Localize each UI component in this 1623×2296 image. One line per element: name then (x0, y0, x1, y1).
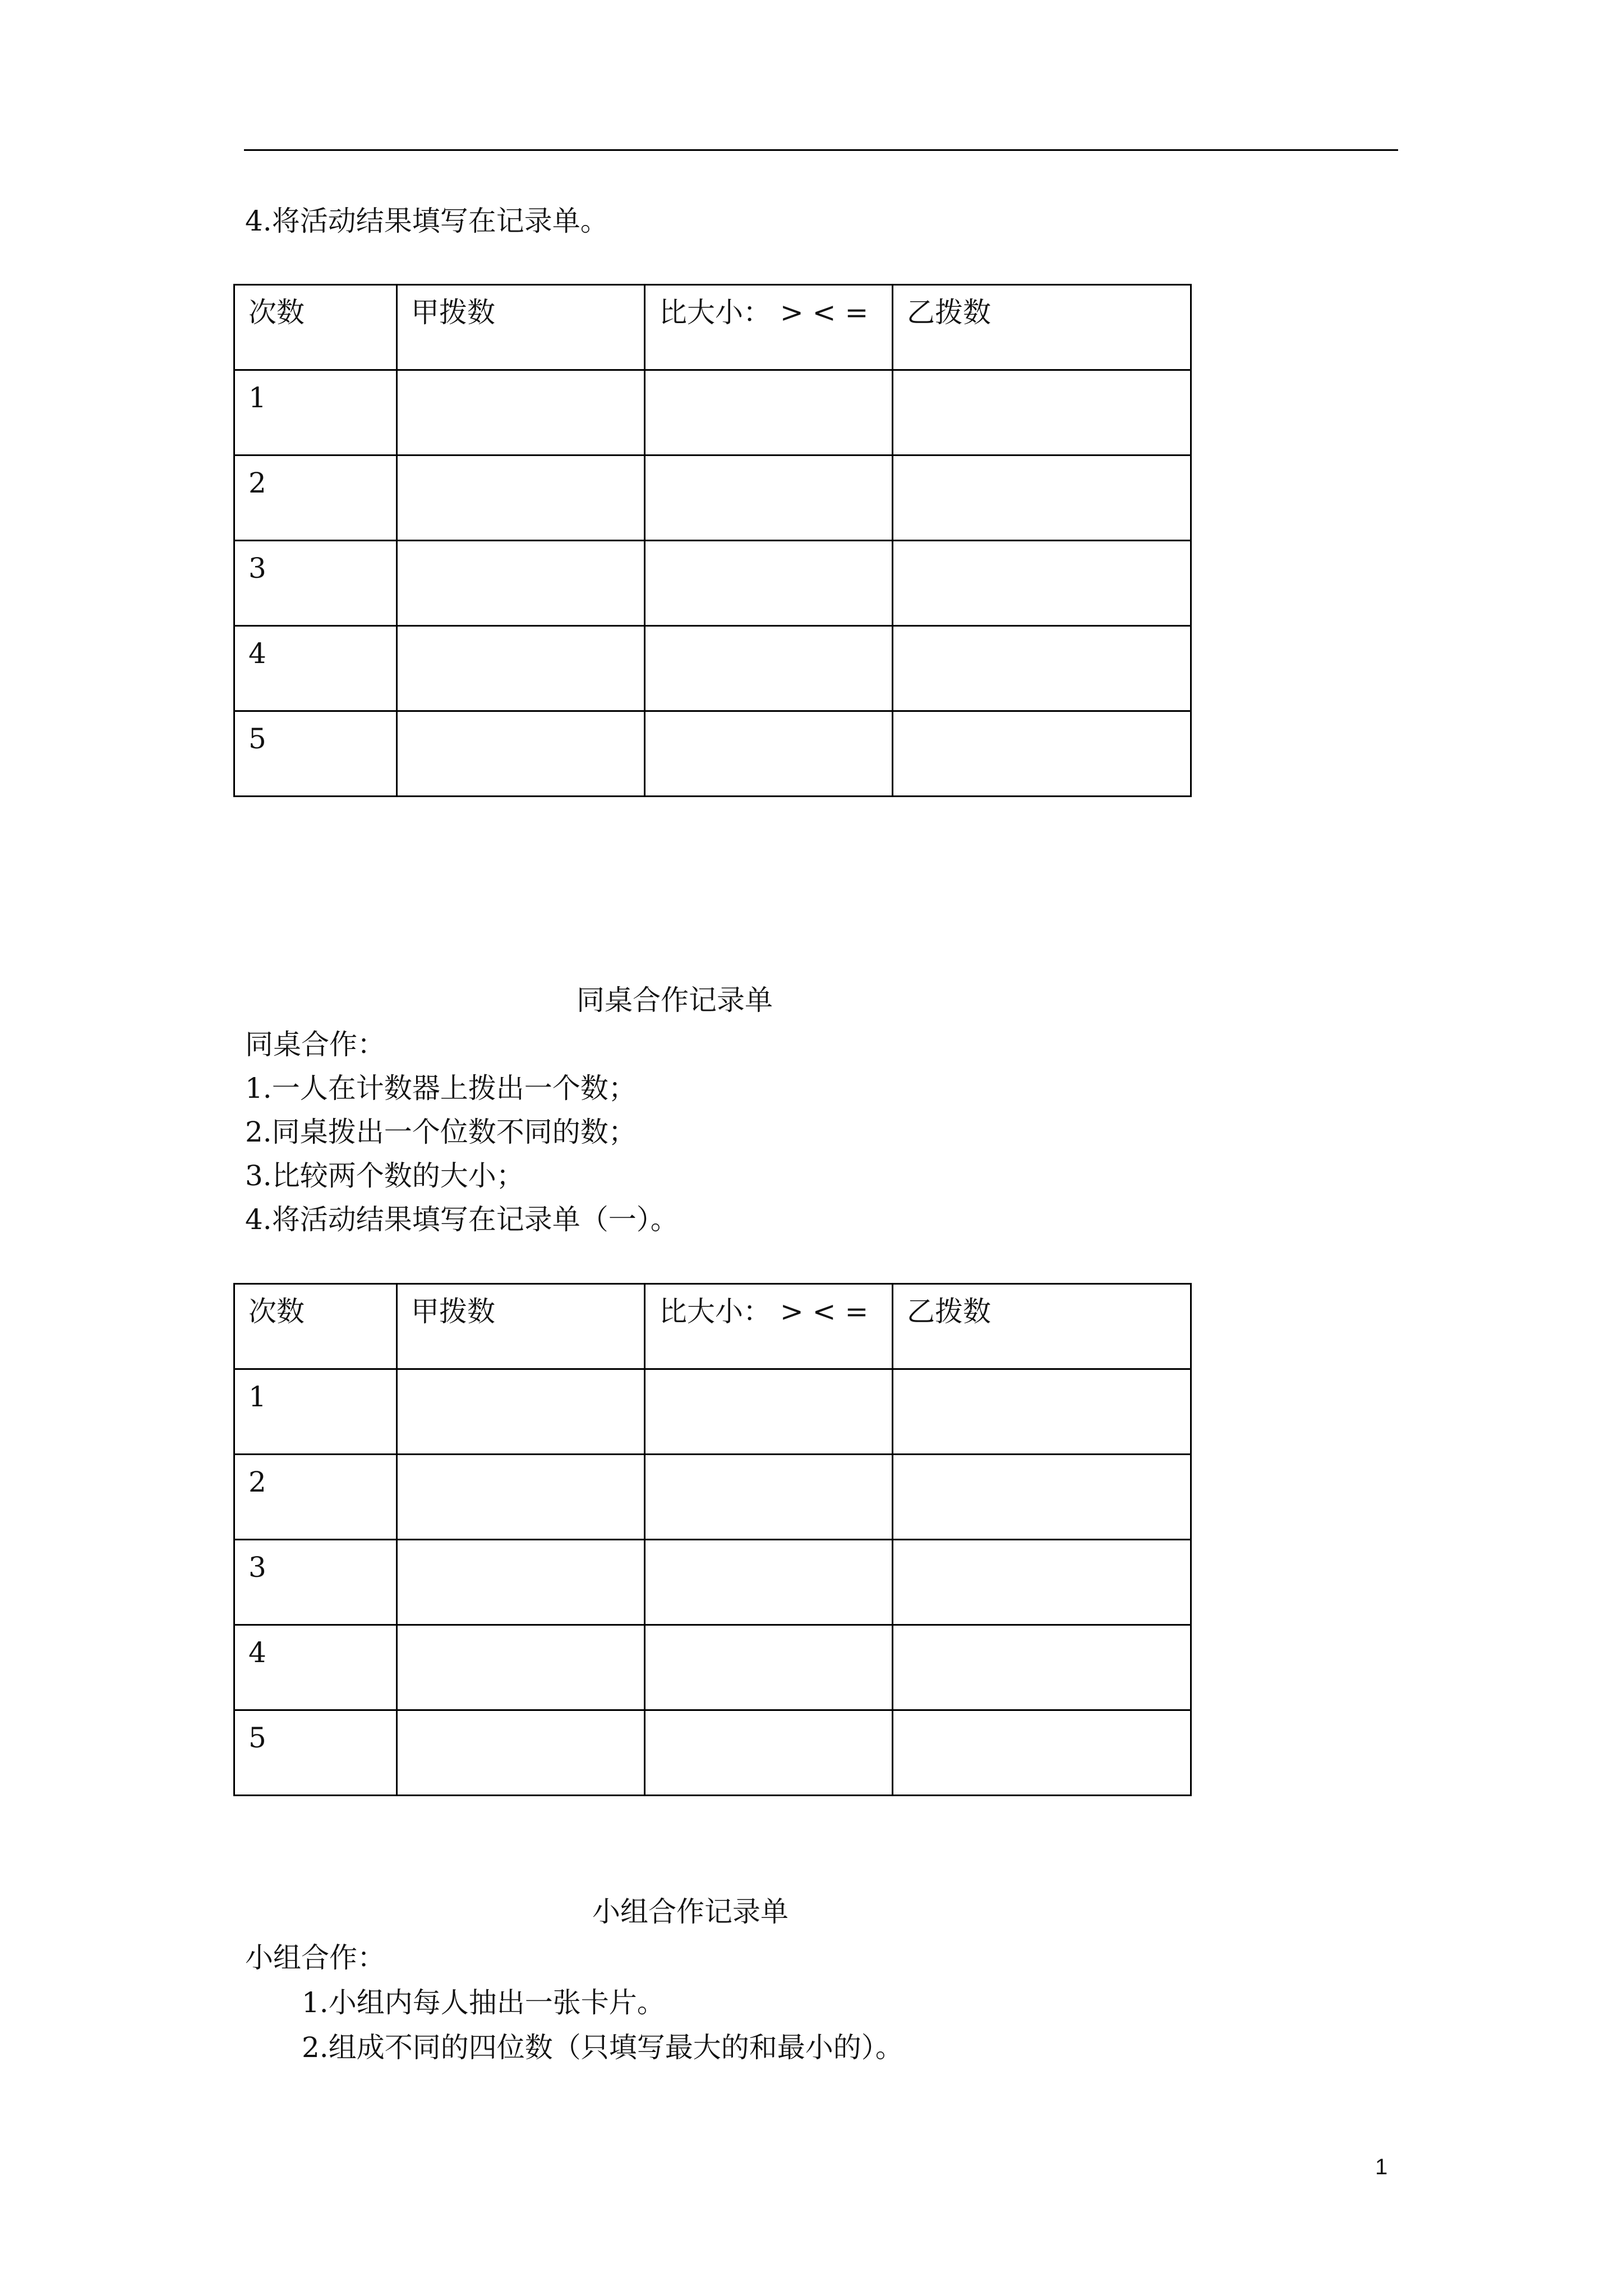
empty-cell (397, 1710, 645, 1796)
page-number: 1 (1375, 2155, 1388, 2179)
section2-intro: 同桌合作： (245, 1028, 385, 1061)
empty-cell (893, 1455, 1191, 1540)
section3-step-2: 2.组成不同的四位数（只填写最大的和最小的）。 (302, 2031, 903, 2064)
section2-step-2: 2.同桌拨出一个位数不同的数； (245, 1116, 637, 1148)
empty-cell (893, 1625, 1191, 1710)
empty-cell (893, 626, 1191, 711)
header-cell-a-number: 甲拨数 (397, 285, 645, 370)
empty-cell (645, 1540, 893, 1625)
empty-cell (645, 1455, 893, 1540)
header-cell-compare: 比大小： > < = (645, 1284, 893, 1369)
empty-cell (893, 370, 1191, 455)
empty-cell (645, 711, 893, 797)
empty-cell (893, 1710, 1191, 1796)
section2-title: 同桌合作记录单 (577, 984, 773, 1016)
section2-step-3: 3.比较两个数的大小； (245, 1159, 524, 1192)
section2-step-1: 1.一人在计数器上拨出一个数； (245, 1072, 637, 1105)
row-index-cell: 2 (234, 1455, 397, 1540)
table-row (234, 1710, 1191, 1796)
section3-title: 小组合作记录单 (592, 1895, 789, 1928)
row-index-cell: 1 (234, 1369, 397, 1455)
header-rule (244, 149, 1398, 151)
empty-cell (397, 1455, 645, 1540)
empty-cell (645, 626, 893, 711)
header-cell-count: 次数 (234, 1284, 397, 1369)
record-table-1 (233, 284, 1192, 797)
empty-cell (645, 370, 893, 455)
header-cell-b-number: 乙拨数 (893, 285, 1191, 370)
empty-cell (397, 455, 645, 541)
header-cell-a-number: 甲拨数 (397, 1284, 645, 1369)
table-row (234, 626, 1191, 711)
header-cell-count: 次数 (234, 285, 397, 370)
section3-intro: 小组合作： (245, 1941, 385, 1974)
table-row (234, 1455, 1191, 1540)
row-index-cell: 1 (234, 370, 397, 455)
table-row (234, 455, 1191, 541)
table-header-row (234, 285, 1191, 370)
empty-cell (645, 1710, 893, 1796)
empty-cell (397, 1540, 645, 1625)
record-table-2 (233, 1283, 1192, 1796)
empty-cell (397, 711, 645, 797)
empty-cell (397, 1625, 645, 1710)
table-row (234, 370, 1191, 455)
table-row (234, 711, 1191, 797)
row-index-cell: 3 (234, 541, 397, 626)
header-cell-b-number: 乙拨数 (893, 1284, 1191, 1369)
empty-cell (645, 455, 893, 541)
table-row (234, 1540, 1191, 1625)
empty-cell (893, 1369, 1191, 1455)
section3-step-1: 1.小组内每人抽出一张卡片。 (302, 1986, 665, 2019)
table-row (234, 541, 1191, 626)
table-row (234, 1369, 1191, 1455)
empty-cell (893, 455, 1191, 541)
section2-step-4: 4.将活动结果填写在记录单（一）。 (245, 1203, 679, 1236)
table-header-row (234, 1284, 1191, 1369)
empty-cell (645, 1369, 893, 1455)
empty-cell (893, 1540, 1191, 1625)
empty-cell (645, 1625, 893, 1710)
section1-instruction: 4.将活动结果填写在记录单。 (245, 205, 608, 237)
header-cell-compare: 比大小： > < = (645, 285, 893, 370)
row-index-cell: 5 (234, 711, 397, 797)
row-index-cell: 5 (234, 1710, 397, 1796)
row-index-cell: 2 (234, 455, 397, 541)
row-index-cell: 4 (234, 626, 397, 711)
empty-cell (893, 711, 1191, 797)
empty-cell (893, 541, 1191, 626)
empty-cell (397, 1369, 645, 1455)
table-row (234, 1625, 1191, 1710)
row-index-cell: 3 (234, 1540, 397, 1625)
empty-cell (397, 370, 645, 455)
empty-cell (397, 626, 645, 711)
row-index-cell: 4 (234, 1625, 397, 1710)
empty-cell (397, 541, 645, 626)
empty-cell (645, 541, 893, 626)
